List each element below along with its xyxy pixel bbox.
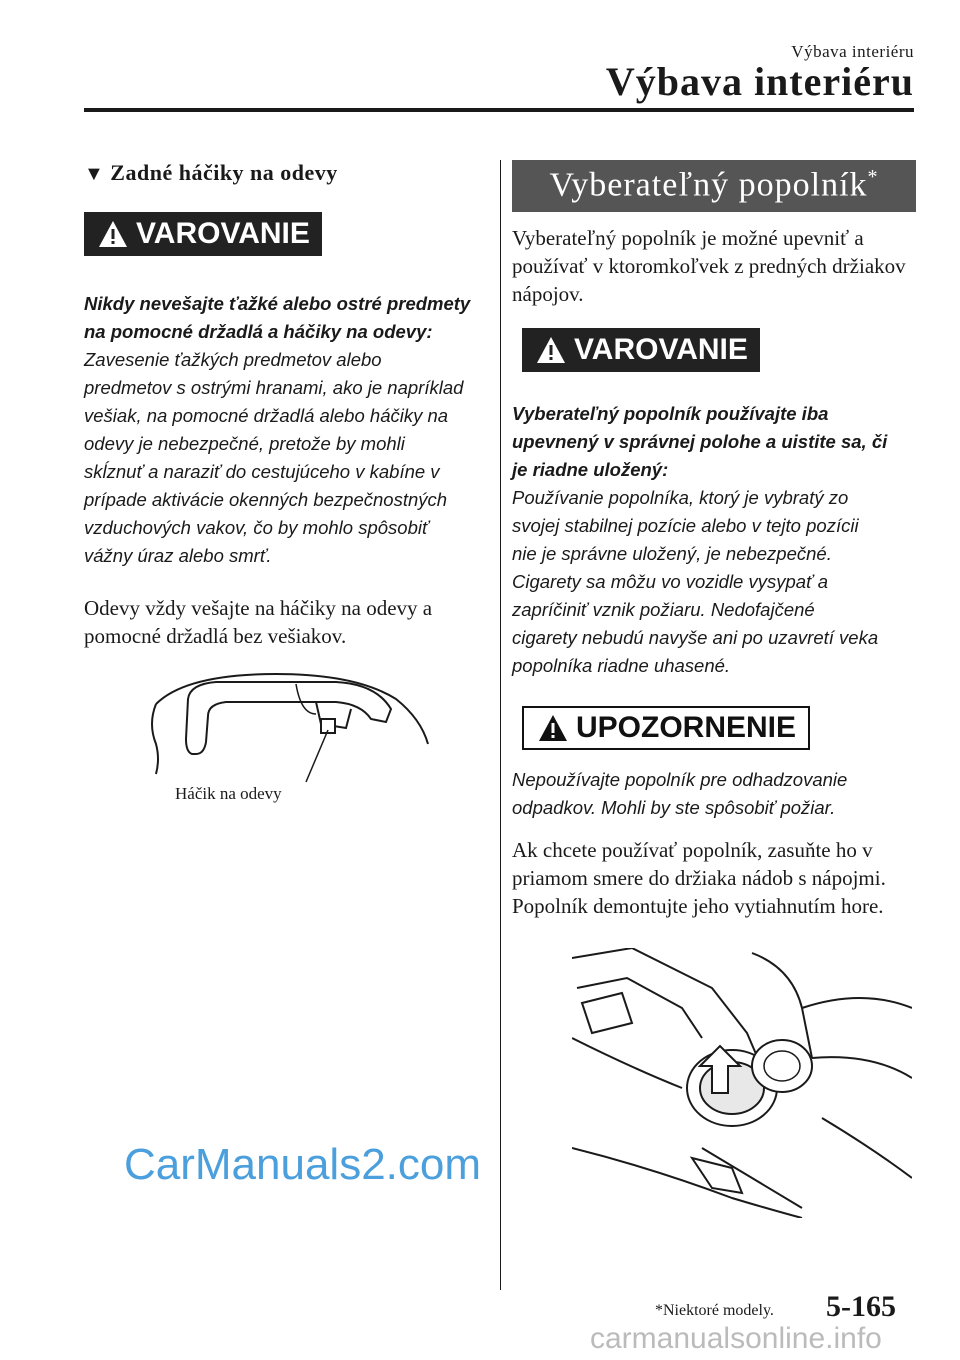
caution-badge [522, 706, 810, 750]
footnote-models: *Niektoré modely. [655, 1302, 774, 1319]
warning-body-text: Zavesenie ťažkých predmetov alebo predmetov s ostrými hranami, ako je napríklad vešiak, na pomocné držadlá alebo háčiky na odevy je nebezpečné, pretože by mohli skĺznuť a naraziť do cestujúceho v kabíne v prípade aktivácie okenných bezpečnostných vzduchových vakov, čo by mohlo spôsobiť vážny úraz alebo smrť. [84, 349, 464, 566]
section-title-text: Vyberateľný popolník [549, 166, 868, 204]
footnote-mark: * [867, 166, 879, 188]
figure-label: Háčik na odevy [175, 784, 282, 803]
caution-text: Nepoužívajte popolník pre odhadzovanie odpadkov. Mohli by ste spôsobiť požiar. [512, 769, 848, 819]
warning-bold-text: Nikdy nevešajte ťažké alebo ostré predmety na pomocné držadlá a háčiky na odevy: [84, 293, 471, 342]
triangle-marker-icon: ▼ [84, 163, 105, 185]
left-column [84, 160, 479, 804]
warning-body-text: Používanie popolníka, ktorý je vybratý zo svojej stabilnej pozície alebo v tejto pozícii nie je správne uložený, je nebezpečné. Cigarety sa môžu vo vozidle vysypať a zapríčiniť vznik požiaru. Nedofajčené cigarety nebudú navyše ani po uzavretí veka popolníka riadne uhasené. [512, 487, 879, 677]
warning-triangle-icon [98, 220, 128, 248]
online-watermark: carmanualsonline.info [590, 1322, 882, 1355]
ashtray-illustration [572, 948, 912, 1218]
body-paragraph-1: Ak chcete používať popolník, zasuňte ho v priamom smere do držiaka nádob s nápojmi. [512, 838, 886, 891]
body-paragraph-2: Popolník demontujte jeho vytiahnutím hore. [512, 894, 884, 919]
running-header-title: Výbava interiéru [605, 59, 914, 104]
warning-badge [84, 212, 322, 256]
section-title-ashtray [512, 160, 916, 212]
warning-badge [522, 328, 760, 372]
body-paragraph: Odevy vždy vešajte na háčiky na odevy a pomocné držadlá bez vešiakov. [84, 596, 433, 648]
coat-hook-illustration [146, 664, 446, 794]
running-header-small: Výbava interiéru [791, 42, 914, 61]
warning-triangle-icon [536, 336, 566, 364]
warning-bold-text: Vyberateľný popolník používajte iba upevnený v správnej polohe a uistite sa, či je riadne uložený: [512, 403, 888, 481]
page-number: 5-165 [826, 1290, 896, 1323]
header-rule [84, 108, 914, 112]
intro-paragraph: Vyberateľný popolník je možné upevniť a používať v ktoromkoľvek z predných držiakov nápojov. [512, 226, 906, 307]
caution-label: UPOZORNENIE [576, 711, 797, 745]
right-column [512, 160, 916, 1218]
section-title-coat-hooks [84, 160, 479, 186]
carmanuals-watermark: CarManuals2.com [124, 1140, 482, 1189]
caution-triangle-icon [538, 714, 568, 742]
warning-label: VAROVANIE [574, 333, 748, 367]
section-title-text: Zadné háčiky na odevy [110, 160, 338, 185]
warning-label: VAROVANIE [136, 217, 310, 250]
column-divider [500, 160, 501, 1290]
